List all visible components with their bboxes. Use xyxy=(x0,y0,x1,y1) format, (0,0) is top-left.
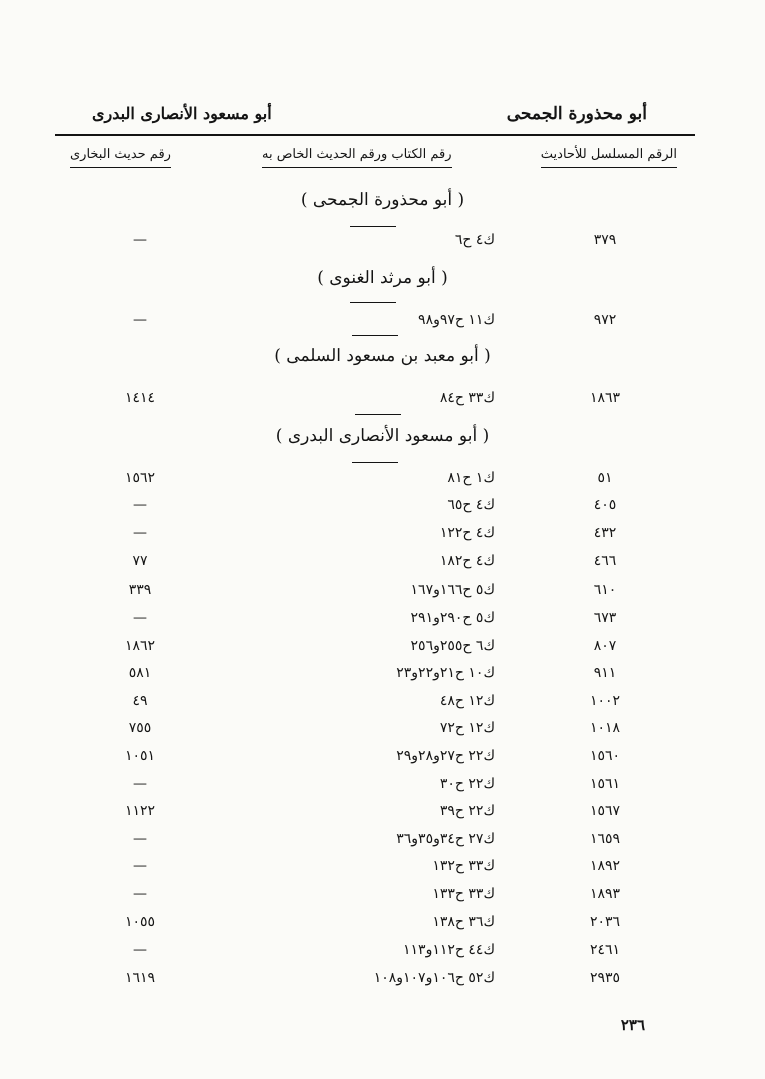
column-header-serial-label: الرقم المسلسل للأحاديث xyxy=(540,147,677,162)
column-header-book-ref-label: رقم الكتاب ورقم الحديث الخاص به xyxy=(262,147,452,162)
serial-cell: ٩٧٢ xyxy=(593,312,617,328)
serial-cell: ٥١ xyxy=(597,470,613,486)
serial-cell: ٢٩٣٥ xyxy=(589,970,621,986)
serial-cell: ١٠١٨ xyxy=(589,720,621,736)
bukhari-cell: ٧٧ xyxy=(132,553,148,569)
table-row xyxy=(0,638,765,660)
bukhari-cell: ١٥٦٢ xyxy=(124,470,156,486)
table-row xyxy=(0,831,765,853)
column-header-underline xyxy=(70,167,171,168)
bukhari-cell: ٧٥٥ xyxy=(128,720,152,736)
serial-cell: ٤٦٦ xyxy=(593,553,617,569)
serial-cell: ٦١٠ xyxy=(593,582,617,598)
serial-cell: ١٥٦١ xyxy=(589,776,621,792)
serial-cell: ٣٧٩ xyxy=(593,232,617,248)
column-header-bukhari xyxy=(70,147,171,162)
book-ref-cell: ك٣٣ ح١٣٢ xyxy=(432,858,495,874)
book-ref-cell: ك٣٣ ح١٣٣ xyxy=(432,886,495,902)
book-ref-cell: ك١ ح٨١ xyxy=(447,470,495,486)
group-heading xyxy=(0,268,765,288)
group-divider xyxy=(355,414,401,415)
group-heading-text: ( أبو محذورة الجمحى ) xyxy=(300,190,465,210)
table-row xyxy=(0,942,765,964)
table-row xyxy=(0,858,765,880)
group-heading xyxy=(0,426,765,446)
bukhari-cell: — xyxy=(133,886,147,902)
book-ref-cell: ك٢٧ ح٣٤و٣٥و٣٦ xyxy=(396,831,495,847)
book-ref-cell: ك٥ ح١٦٦و١٦٧ xyxy=(410,582,495,598)
book-ref-cell: ك١١ ح٩٧و٩٨ xyxy=(418,312,495,328)
book-ref-cell: ك١٢ ح٤٨ xyxy=(439,693,495,709)
table-row xyxy=(0,803,765,825)
serial-cell: ١٦٥٩ xyxy=(589,831,621,847)
column-header-underline xyxy=(541,167,677,168)
serial-cell: ٢٠٣٦ xyxy=(589,914,621,930)
serial-cell: ٨٠٧ xyxy=(593,638,617,654)
book-ref-cell: ك٣٦ ح١٣٨ xyxy=(432,914,495,930)
serial-cell: ٤٠٥ xyxy=(593,497,617,513)
bukhari-cell: ١١٢٢ xyxy=(124,803,156,819)
table-row xyxy=(0,720,765,742)
book-ref-cell: ك١٢ ح٧٢ xyxy=(439,720,495,736)
table-row xyxy=(0,748,765,770)
running-header-right: أبو محذورة الجمحى xyxy=(506,104,647,124)
serial-cell: ١٥٦٠ xyxy=(589,748,621,764)
bukhari-cell: — xyxy=(133,831,147,847)
book-ref-cell: ك٣٣ ح٨٤ xyxy=(439,390,495,406)
running-header-left: أبو مسعود الأنصارى البدرى xyxy=(92,104,272,123)
group-heading-text: ( أبو معبد بن مسعود السلمى ) xyxy=(274,346,491,366)
bukhari-cell: ٥٨١ xyxy=(128,665,152,681)
book-ref-cell: ك٢٢ ح٣٩ xyxy=(439,803,495,819)
bukhari-cell: ١٠٥١ xyxy=(124,748,156,764)
serial-cell: ١٨٩٣ xyxy=(589,886,621,902)
serial-cell: ٢٤٦١ xyxy=(589,942,621,958)
column-header-underline xyxy=(262,167,452,168)
book-ref-cell: ك٥ ح٢٩٠و٢٩١ xyxy=(410,610,495,626)
book-ref-cell: ك٤٤ ح١١٢و١١٣ xyxy=(403,942,495,958)
table-row xyxy=(0,914,765,936)
table-row xyxy=(0,470,765,492)
table-row xyxy=(0,232,765,254)
group-divider xyxy=(350,226,396,227)
group-divider xyxy=(352,335,398,336)
table-row xyxy=(0,970,765,992)
group-heading xyxy=(0,190,765,210)
table-row xyxy=(0,693,765,715)
bukhari-cell: — xyxy=(133,776,147,792)
bukhari-cell: ٤٩ xyxy=(132,693,148,709)
book-ref-cell: ك١٠ ح٢١و٢٢و٢٣ xyxy=(396,665,495,681)
bukhari-cell: — xyxy=(133,942,147,958)
bukhari-cell: ١٤١٤ xyxy=(124,390,156,406)
book-ref-cell: ك٥٢ ح١٠٦و١٠٧و١٠٨ xyxy=(373,970,495,986)
serial-cell: ٩١١ xyxy=(593,665,617,681)
bukhari-cell: — xyxy=(133,232,147,248)
column-header-book-ref xyxy=(262,147,452,162)
group-heading xyxy=(0,346,765,366)
book-ref-cell: ك٤ ح١٨٢ xyxy=(439,553,495,569)
book-ref-cell: ك٤ ح٦٥ xyxy=(447,497,495,513)
serial-cell: ١٨٩٢ xyxy=(589,858,621,874)
column-header-bukhari-label: رقم حديث البخارى xyxy=(70,147,171,162)
bukhari-cell: — xyxy=(133,497,147,513)
table-row xyxy=(0,553,765,575)
table-row xyxy=(0,665,765,687)
bukhari-cell: — xyxy=(133,610,147,626)
table-row xyxy=(0,582,765,604)
bukhari-cell: — xyxy=(133,858,147,874)
book-ref-cell: ك٢٢ ح٢٧و٢٨و٢٩ xyxy=(396,748,495,764)
bukhari-cell: ١٨٦٢ xyxy=(124,638,156,654)
group-divider xyxy=(350,302,396,303)
serial-cell: ١٨٦٣ xyxy=(589,390,621,406)
book-ref-cell: ك٦ ح٢٥٥و٢٥٦ xyxy=(410,638,495,654)
bukhari-cell: — xyxy=(133,312,147,328)
bukhari-cell: ١٠٥٥ xyxy=(124,914,156,930)
group-divider xyxy=(352,462,398,463)
bukhari-cell: ٣٣٩ xyxy=(128,582,152,598)
column-header-serial xyxy=(541,147,677,162)
serial-cell: ١٥٦٧ xyxy=(589,803,621,819)
table-row xyxy=(0,525,765,547)
group-heading-text: ( أبو مسعود الأنصارى البدرى ) xyxy=(275,426,490,446)
serial-cell: ٦٧٣ xyxy=(593,610,617,626)
table-row xyxy=(0,390,765,412)
group-heading-text: ( أبو مرثد الغنوى ) xyxy=(317,268,448,288)
table-row xyxy=(0,886,765,908)
serial-cell: ١٠٠٢ xyxy=(589,693,621,709)
book-ref-cell: ك٤ ح١٢٢ xyxy=(439,525,495,541)
serial-cell: ٤٣٢ xyxy=(593,525,617,541)
book-ref-cell: ك٤ ح٦ xyxy=(454,232,495,248)
table-row xyxy=(0,312,765,334)
bukhari-cell: — xyxy=(133,525,147,541)
table-row xyxy=(0,776,765,798)
book-ref-cell: ك٢٢ ح٣٠ xyxy=(439,776,495,792)
table-row xyxy=(0,610,765,632)
page-number: ٢٣٦ xyxy=(620,1016,645,1034)
header-rule xyxy=(55,134,695,136)
bukhari-cell: ١٦١٩ xyxy=(124,970,156,986)
table-row xyxy=(0,497,765,519)
